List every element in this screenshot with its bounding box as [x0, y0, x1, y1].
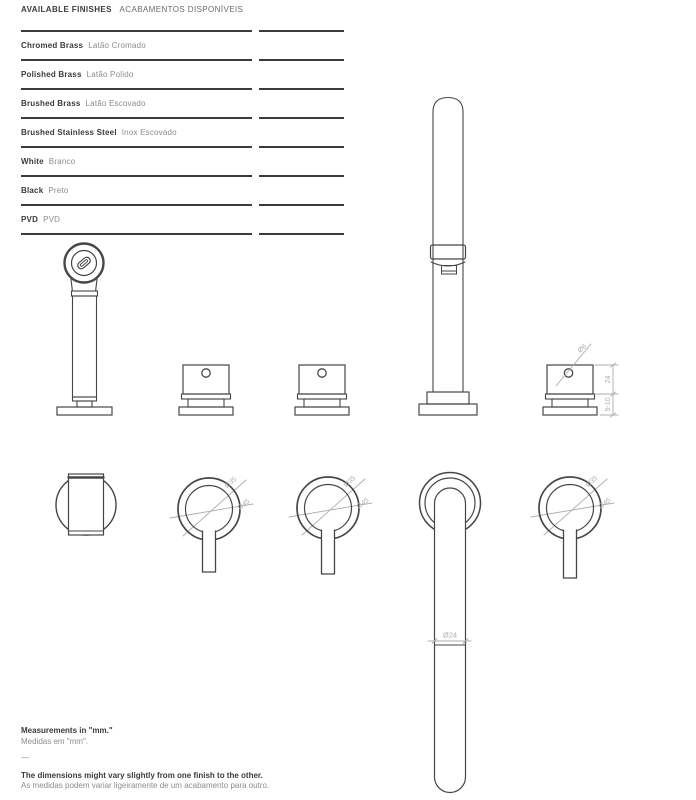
- dim-label-handle-inner: Ø35: [223, 475, 239, 490]
- dim-label-deck-range: 5-10: [605, 397, 612, 412]
- finish-name-en: PVD: [21, 215, 39, 224]
- measurements-note-pt: Medidas em "mm".: [21, 736, 89, 746]
- footer-divider: —: [21, 753, 29, 762]
- finish-name-pt: Latão Escovado: [85, 99, 146, 108]
- handle-side-view-3: [543, 365, 597, 415]
- finish-name-en: White: [21, 157, 44, 166]
- finish-name-en: Black: [21, 186, 44, 195]
- dim-label-handle-outer: Ø45: [236, 497, 252, 512]
- handle-dimension-annotations: [556, 343, 618, 417]
- spout-side-view: [419, 98, 477, 416]
- footer-notes: [21, 726, 441, 792]
- finish-name-pt: Latão Polido: [86, 70, 134, 79]
- dim-label-handle-hole: Ø6: [576, 343, 589, 355]
- dim-label-handle-inner: Ø35: [584, 474, 600, 489]
- finish-name-en: Brushed Brass: [21, 99, 81, 108]
- finish-name-pt: Branco: [48, 157, 76, 166]
- finish-name-pt: PVD: [43, 215, 61, 224]
- finish-name-en: Polished Brass: [21, 70, 82, 79]
- finish-name-pt: Latão Cromado: [88, 41, 146, 50]
- dim-label-spout-diameter: Ø24: [442, 630, 458, 640]
- diverter-handle-side-view: [57, 244, 112, 416]
- finish-name-en: Brushed Stainless Steel: [21, 128, 117, 137]
- diverter-handle-top-view: [56, 474, 116, 535]
- handle-top-view-2: [289, 475, 372, 574]
- finish-name-pt: Inox Escovado: [121, 128, 177, 137]
- dim-label-handle-outer: Ø45: [355, 496, 371, 511]
- dim-label-handle-outer: Ø45: [597, 496, 613, 511]
- variance-note-en: The dimensions might vary slightly from one finish to the other.: [21, 770, 263, 780]
- finish-name-pt: Preto: [48, 186, 69, 195]
- finishes-title-en: AVAILABLE FINISHES: [21, 5, 112, 14]
- handle-top-view-3: [531, 475, 614, 578]
- handle-top-view-1: [170, 476, 253, 572]
- handle-side-view-1: [179, 365, 233, 415]
- dim-label-handle-height: 24: [605, 375, 612, 384]
- finishes-title-pt: ACABAMENTOS DISPONÍVEIS: [119, 5, 244, 14]
- measurements-note-en: Measurements in "mm.": [21, 726, 113, 735]
- handle-side-view-2: [295, 365, 349, 415]
- dim-label-handle-inner: Ø35: [342, 474, 358, 489]
- finish-name-en: Chromed Brass: [21, 41, 84, 50]
- variance-note-pt: As medidas podem variar ligeiramente de um acabamento para outro.: [21, 781, 270, 790]
